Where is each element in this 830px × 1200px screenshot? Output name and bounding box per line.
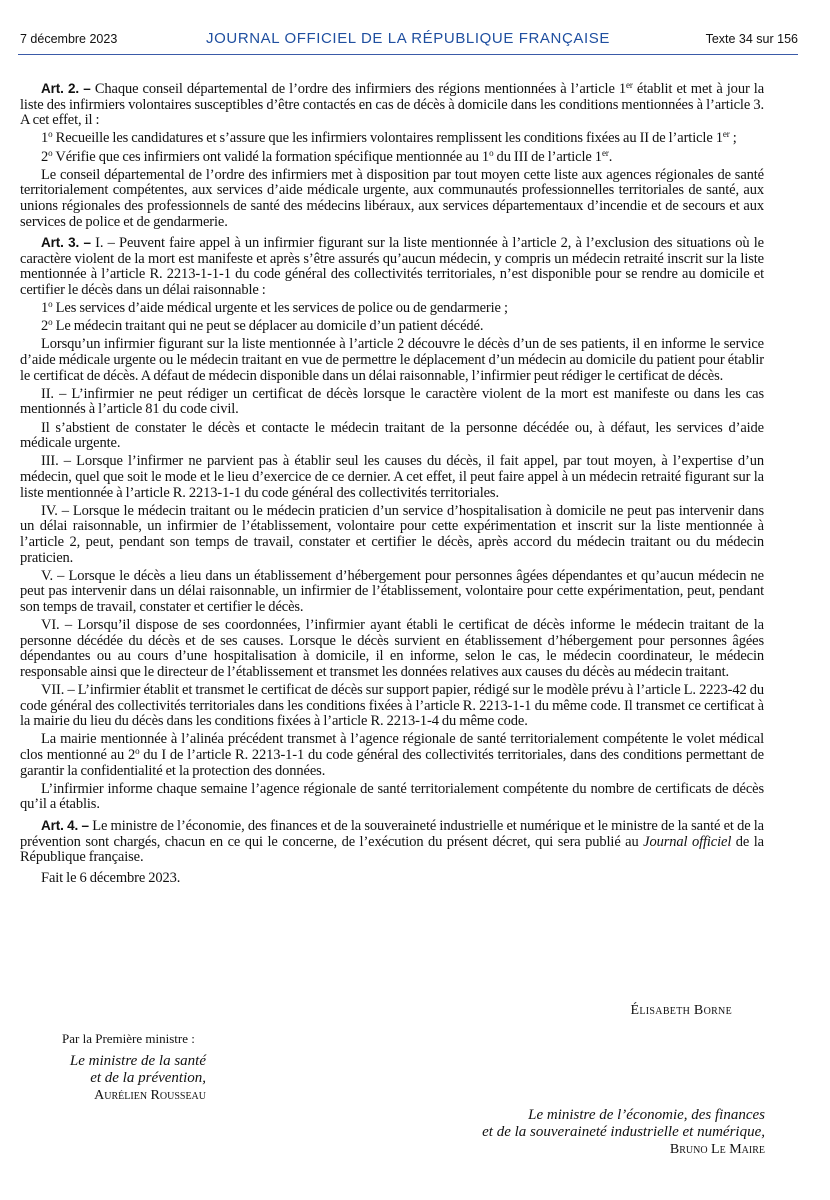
art3-paragraph: La mairie mentionnée à l’alinéa précédent transmet à l’agence régionale de santé territorialement compétente le volet médical clos mentionné au 2$^o$ du I de l’article R. 2213-1-1 du code général des collectivités territoriales, dans des conditions permettant de garantir la confidentialité et la protection des données.	[20, 731, 764, 779]
art3-paragraph: III. – Lorsque l’infirmer ne parvient pas à établir seul les causes du décès, il fait appel, par tout moyen, à l’expertise d’un médecin, quel que soit le mode et le lieu d’exercice de ce dernier. A cet effet, il peut faire appel à un médecin retraité figurant sur la liste mentionnée à l’article R. 2213-1-1 du code général des collectivités territoriales.	[20, 453, 764, 501]
minister-health-signature: Le ministre de la santé et de la prévention, Aurélien Rousseau	[20, 1053, 206, 1104]
minister-name: Bruno Le Maire	[669, 1142, 765, 1157]
art3-paragraph: Lorsqu’un infirmier figurant sur la liste mentionnée à l’article 2 découvre le décès d’un de ses patients, il en informe le service d’aide médicale urgente ou le médecin traitant en vue de permettre le déplacement d’un médecin au domicile du patient pour établir le certificat de décès. A défaut de médecin disponible dans un délai raisonnable, l’infirmier peut rédiger le certificat de décès.	[20, 336, 764, 384]
art2-item-2: 2$^o$ Vérifie que ces infirmiers ont validé la formation spécifique mentionnée au 1$^o$ du III de l’article 1er.	[41, 147, 613, 165]
article-label: Art. 2. –	[41, 81, 91, 96]
art3-paragraph: IV. – Lorsque le médecin traitant ou le médecin praticien d’un service d’hospitalisation à domicile ne peut pas intervenir dans un délai raisonnable, un infirmier de l’établissement, volontaire pour cette expérimentation et inscrit sur la liste mentionnée à l’article 2, peut, pendant son temps de travail, constater et certifier le décès, après accord du médecin traitant ou du médecin praticien.	[20, 502, 764, 566]
minister-economy-signature: Le ministre de l’économie, des finances et de la souveraineté industrielle et numérique, Bruno Le Maire	[440, 1107, 765, 1158]
art3-paragraph: Il s’abstient de constater le décès et contacte le médecin traitant de la personne décédée ou, à défaut, les services d’aide médicale urgente.	[20, 419, 764, 452]
art2-paragraph: Le conseil départemental de l’ordre des infirmiers met à disposition par tout moyen cette liste aux agences régionales de santé territorialement compétentes, aux services d’aide médicale urgente, aux communautés professionnelles territoriales de santé, aux unions régionales des professionnels de santé des médecins libéraux, aux services départementaux d’incendie et de secours et aux services de police et de gendarmerie.	[20, 166, 764, 230]
date-line: Fait le 6 décembre 2023.	[41, 869, 181, 886]
art3-paragraph: L’infirmier informe chaque semaine l’agence régionale de santé territorialement compétente du nombre de certificats de décès qu’il a établis.	[20, 780, 764, 813]
art3-intro: Art. 3. – I. – Peuvent faire appel à un infirmier figurant sur la liste mentionnée à l’article 2, à l’exclusion des situations où le caractère violent de la mort est manifeste et après s’être assurés qu’aucun médecin, y compris un médecin retraité inscrit sur la liste mentionnée à l’article R. 2213-1-1-1 du code général des collectivités territoriales, n’est disponible pour se rendre au domicile et certifier le décès dans un délai raisonnable :	[20, 235, 765, 298]
article-label: Art. 3. –	[41, 235, 91, 251]
art3-paragraph: V. – Lorsque le décès a lieu dans un établissement d’hébergement pour personnes âgées dépendantes et qu’aucun médecin ne peut pas intervenir dans un délai raisonnable, un infirmier de l’établissement, volontaire pour cette expérimentation, peut, pendant son temps de travail, constater et certifier le décès.	[20, 567, 764, 615]
signatory-name: Élisabeth Borne	[630, 1003, 732, 1018]
page-header	[18, 28, 798, 55]
journal-title: JOURNAL OFFICIEL DE LA RÉPUBLIQUE FRANÇAISE	[206, 30, 610, 47]
art2-item-1: 1$^o$ Recueille les candidatures et s’assure que les infirmiers volontaires remplissent les conditions fixées au II de l’article 1er ;	[41, 129, 737, 147]
header-date: 7 décembre 2023	[20, 32, 118, 46]
decree-body	[20, 81, 764, 889]
art3-paragraph: II. – L’infirmier ne peut rédiger un certificat de décès lorsque le caractère violent de la mort est manifeste ou dans les cas mentionnés à l’article 81 du code civil.	[20, 385, 764, 418]
art3-item-2: 2$^o$ Le médecin traitant qui ne peut se déplacer au domicile d’un patient décédé.	[41, 317, 484, 335]
art3-paragraph: VII. – L’infirmier établit et transmet le certificat de décès sur support papier, rédigé sur le modèle prévu à l’article L. 2223-42 du code général des collectivités territoriales dans les conditions fixées à l’article R. 2213-1-1 du même code. Il transmet ce certificat à la mairie du lieu du décès dans les conditions fixées à l’article R. 2213-1-4 du même code.	[20, 682, 764, 730]
delegation-line: Par la Première ministre :	[62, 1031, 195, 1046]
minister-name: Aurélien Rousseau	[94, 1088, 206, 1103]
header-page-number: Texte 34 sur 156	[705, 32, 798, 46]
article-label: Art. 4. –	[41, 818, 89, 834]
art2-intro: Art. 2. – Chaque conseil départemental de l’ordre des infirmiers des régions mentionnées à l’article 1er établit et met à jour la liste des infirmiers volontaires susceptibles d’être contactés en cas de décès à domicile dans les conditions mentionnées à l’article 3. A cet effet, il :	[20, 80, 765, 129]
art3-item-1: 1$^o$ Les services d’aide médical urgente et les services de police ou de gendarmerie ;	[41, 299, 508, 317]
art4-paragraph: Art. 4. – Le ministre de l’économie, des finances et de la souveraineté industrielle et numérique et le ministre de la santé et de la prévention sont chargés, chacun en ce qui le concerne, de l’exécution du présent décret, qui sera publié au Journal officiel de la République française.	[20, 818, 764, 866]
art3-paragraph: VI. – Lorsqu’il dispose de ses coordonnées, l’infirmier ayant établi le certificat de décès informe le médecin traitant de la personne décédée du décès et de ses causes. Lorsque le décès survient en établissement d’hébergement pour personnes âgées dépendantes ou au cours d’une hospitalisation à domicile, il en informe, selon le cas, le médecin coordinateur, le médecin responsable ainsi que le directeur de l’établissement et transmet les données relatives aux causes du décès au médecin traitant.	[20, 617, 764, 680]
